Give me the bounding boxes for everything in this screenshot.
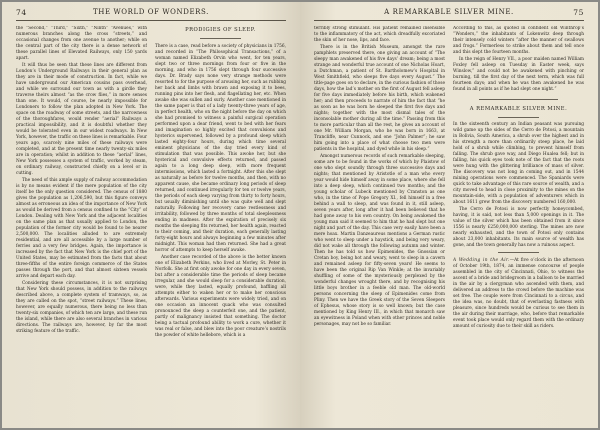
paragraph: The Cerro de Potosi is now perfectly honeycombed, having, it is said, not less than 5,000 openings in it. The value of the silver which has been obtained from it since 1556 is nearly £250,000,000 sterling. The mines are now nearly exhausted, and the town of Potosi only contains about 23,000 inhabitants. Its main source of wealth has gone, and the town generally has now a ruinous aspect. (453, 207, 584, 248)
right-page-columns (314, 26, 584, 418)
right-page-header (314, 8, 584, 21)
right-page (300, 2, 598, 428)
left-page-columns (16, 26, 286, 418)
title-rule (498, 117, 540, 118)
left-page-header (16, 8, 286, 21)
section-rule (498, 252, 540, 253)
right-page-number: 75 (573, 8, 584, 17)
paragraph: Another case recorded of the above is the better known one of Elizabeth Perkins, who lived at Morley, St. Peter in Norfolk. She at first only awoke for one day in every seven, but after a considerable time the periods of sleep became irregular, and she would sleep for a considerable duration, were, while they lasted, equally profound, baffling all attempts either to waken her or to make her conscious afterwards. Various experiments were widely tried, and on one occasion an innocent quack who was consulted pronounced the sleep a counterfeit one, and the patient, partly of malignancy insisted that something. The doctor being a tactual profound ability to work a cure, whether it was real or false, and blew into the poor creature’s nostrils the powder of white hellebore, which is a (155, 254, 286, 338)
paragraph: Considering these circumstances, it is not surprising that New York should possess, in addition to the railways described above, a complete system of tramways, so, as they are called on the spot, “street railways.” These lines, however, are equally numerous, there being no less than twenty-six companies, of which ten are large, and these run the island, while there are also several branches in various directions. The railways are, however, by far the most striking feature of the traffic. (16, 281, 147, 334)
paragraph: There is a case, read before a society of physicians in 1756, and recorded in “The Philosophical Transactions,” of a woman named Elizabeth Orvin who went, for ten years, slept two or three mornings from four or five in the morning, and who in 1756 slept through four successive days. Dr. Brady says none very strange methods were resorted to for the purpose of arousing her, such as rubbing her back and limbs with brawn and exposing it to bees, running pins into her flesh, and flagellating her, etc. When awake she was sullen and surly. Another case mentioned in the same paper is that of a lady twenty-three years of age, in perfect health, who on the night before the day on which she had promised to witness a painful surgical operation performed upon a dear friend, went to bed with her fears and imagination so highly excited that convulsions and hysterics supervened, followed by a profound sleep which lasted eighty-four hours, during which time several eminent physicians of the day tried every kind of stimulation that was possible. This awoke her, but she hysterical and convulsive effects returned, and passed again to a long deep sleep, with more frequent intermissions, which lasted a fortnight. After this she slept as naturally as before for twelve months, and then, with no apparent cause, she became ordinary long periods of sleep returned, and continued irregularly for ten or twelve years, the periods of each sleep varying from thirty to forty hours, but usually diminishing until she was quite well and slept naturally. Following her recovery came restlessness and irritability, followed by three months of total sleeplessness ending in madness. After the expiration of precisely six months the sleeping fits returned, her health again, reacted to their coming, and their duration, each generally lasting forty-eight hours and always beginning a few minutes after midnight. This woman had then returned. She had a great horror of attempts to keep herself awake. (155, 43, 286, 253)
right-column-1 (314, 26, 445, 418)
paragraph: terribly strong stimulant. His patient remained insensible to the inflammatory of the act, which dreadfully excoriated the skin of her nose, lips, and face. (314, 26, 445, 43)
left-page-number: 74 (16, 8, 27, 17)
section-title-silver-mine: A REMARKABLE SILVER MINE. (469, 105, 568, 112)
title-rule (200, 38, 242, 39)
section-title-prodigies-of-sleep: PRODIGIES OF SLEEP. (185, 27, 256, 33)
left-column-2 (155, 26, 286, 418)
paragraph: There is in the British Museum, amongst the rare pamphlets preserved there, one giving an account of “The sleepy man awakened of his five days’ dream; being a most strange and wonderful true account of one Nicholas Hoart, a Dutchman, a patient of St. Bartholomew’s Hospital in West Smithfield, who sleeps five days every August.” The title-page goes on to declare, in the curious fashion of those days, how the lad’s mother on the first of August fell asleep for five days immediately before his birth, which wakened her; and then proceeds to narrate of him the fact that “he as soon as he was born he sleeped the first five days and nights; together with the most dismal tales of the inconsolable mother during all the time.” Passing from this to more particular than all the rest, he gives an account of one Mr. William Morgan, who he was born in 1663, at Trancliffe, near Cunnock, and one “John Palmer”; he saw him going into a place of what choose two men were patients in the hospital, and dyed while in his sleep.” (314, 45, 445, 152)
left-page (2, 2, 300, 428)
paragraph: Amongst numerous records of such remarkable sleeping, some are to be found in the works of which by Plaistow of one who slept soundly through three successive days and nights; that mentioned by Aristotle of a man who every year would hide himself away in some place, where she fell into a deep sleep, which continued two months; and the young scholar of Lubeck mentioned by Cranston as one who, in the time of Pope Gregory XI., fell himself in a free behind a wall to sleep, and was found in it, still asleep, seven years after, long after it had been believed that he had gone away to his own country. On being awakened the young man said it seemed to him that he had slept but one night and part of the day. This case very easily have been a mere hoax. Martin Danzeaureus mentions a German rustic who went to sleep under a haystick, and being very weary, did not wake all through the following autumn and winter. Then he has told us how Epimenides, the Gnossian or Cretan boy, being hot and weary, went to sleep in a cavern and remained asleep for fifty-seven years! He seems to have been the original Rip Van Winkle; at the invariably shuffling of some of the mysteriously perplexed by the wonderful changes wrought there, and by recognising his little boys brother in a feeble old man. The old-world persons concerning the sleep of Epimenides come from Pliny. Then we have the Greek story of the Seven Sleepers of Ephesus, whose story is so well known; but the case mentioned by King Henry III., in which that monarch saw an eyewitness in Poland when with other princes and noble personages, may not be so familiar. (314, 154, 445, 327)
paragraph: It will thus be seen that these lines are different from London’s Underground Railways in their general plan as they are in their mode of construction. In fact, while we have underground our American cousins pass overhead, and while we surround our town as with a girdle they traverse theirs almost “as the crow flies,” in more senses than one. It would, of course, be nearly impossible for Londoners to follow the plan adopted in New York. The space on the roadway of some streets, and the narrowness of the thoroughfares, would render “aerial” Railways a practical impossibility, and it is doubtful whether they would be tolerated even in our widest roadways. In New York, however, the traffic on these lines is remarkable. Four years ago, scarcely nine miles of these railways were completed, and at the present time nearly twenty-six miles are in operation; whilst in addition to these “aerial” lines, New York possesses a system of traffic, worked by steam, on ordinary railway, constructed chiefly on a level or in cutting. (16, 63, 147, 176)
left-column-1 (16, 26, 147, 418)
section-rule (479, 99, 558, 100)
paragraph: the “Second,” “Third,” “Sixth,” “Ninth” “Avenues,” with numerous branches along the cross “streets,” and occasional changes from one avenue to another; while on the central part of the city there is a dense network of these parallel lines of Elevated Railways, only 150 yards apart. (16, 26, 147, 61)
right-running-title: A REMARKABLE SILVER MINE. (384, 8, 514, 16)
paragraph: According to this, as quoted in confident old Winthrop’s “Wonders,” the inhabitants of Lokenwitz deep through their intensely cold winters “after the manner of swallows and frogs.” Formerless to strike about them and tell once and this slept the fourteen months. (453, 26, 584, 55)
paragraph: In the sixteenth century an Indian peasant was pursuing wild game up the sides of the Cerro de Potosi, a mountain in Bolivia, South America, a shrub over the highest and in his strength a more than ordinarily steep place, he laid hold of a shrub while climbing, to prevent himself from falling. The shrub gave way, and Diego Hualea fell; but in falling, his quick eyes took note of the fact that the roots were hung with the glittering brilliance of mass of silver. The discovery was not long in coming out, and in 1544 mining operations were commenced. The Spaniards were quick to take advantage of this rare source of wealth, and a city moved to head in close proximity to the mines on the mountain-side, with a population of adventurers which in about 1611 grew from the discovery numbered 160,000. (453, 122, 584, 205)
right-column-2 (453, 26, 584, 418)
paragraph: The need of this ample supply of railway accommodation is by no means evident if the mere population of the city itself be the only question considered. The census of 1880 gives the population as 1,206,590, but this figure conveys almost as erroneous an idea of the importance of New York as would be derived from a census confined to the “City” of London. Dealing with New York and the adjacent localities on the same plan as that usually applied to London, the population of the former city would be found to be nearer 2,500,000. The localities alluded to are extremely residential, and are all accessible by a large number of ferries and a very few bridges. Again, the importance is increased by the fact that New York is the chief port of the United States, may be estimated from the facts that about three-fifths of the entire foreign commerce of the States passes through the port, and that almost sixteen vessels arrive and depart each day. (16, 178, 147, 279)
left-running-title: THE WORLD OF WONDERS. (92, 8, 210, 16)
sub-heading-wedding: A Wedding in the Air. (453, 257, 510, 263)
paragraph: In the reign of Henry VII., a poor maiden named William Foxley fell asleep on Tuesday in Easter week, says Winslow,” and could not be awakened with pinching or burning, till the first day of the next term, which was full fourteen days; and when he was then awakened he was found in all points as if he had slept one night.” (453, 57, 584, 92)
wedding-paragraph (453, 258, 584, 330)
book-spread (2, 2, 598, 428)
wedding-text: —At five o’clock in the afternoon of October 19th, 1874, an immense concourse of people assembled in the city of Cincinnati, Ohio, to witness the ascent of a bride and bridegroom in a balloon to be married in the air by a clergyman who ascended with them, and delivered an address to the crowd before the machine was set free. The couple were from Cincinnati to a circus, and the idea was, no doubt, that of everlasting fastness with pleasure, since hundreds would be curious to see them in the air during their marriage, who, before that remarkable event took place would only regard them with the ordinary amount of curiosity due to their skill as riders. (453, 257, 584, 329)
